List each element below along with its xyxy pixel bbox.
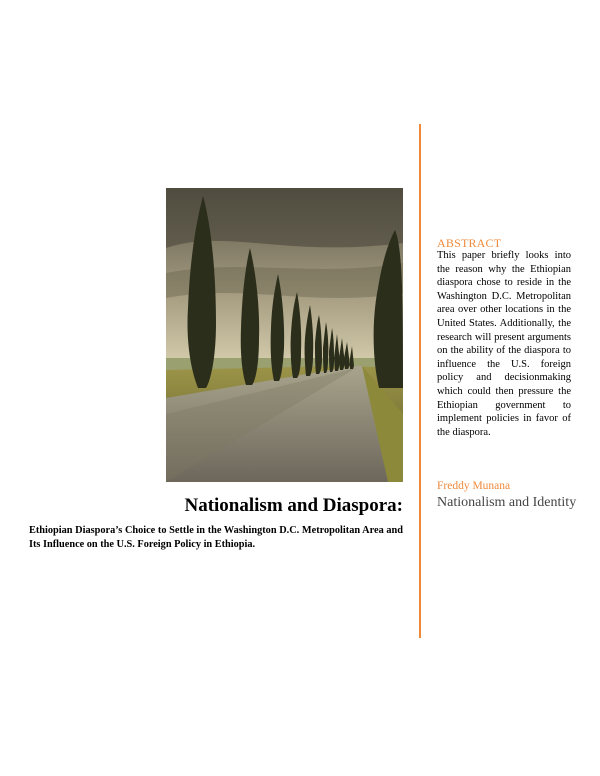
abstract-heading: ABSTRACT xyxy=(437,236,502,250)
cover-photo xyxy=(166,188,403,482)
document-title: Nationalism and Diaspora: xyxy=(184,495,403,516)
cypress-road-illustration xyxy=(166,188,403,482)
vertical-divider xyxy=(419,124,421,638)
course-title: Nationalism and Identity xyxy=(437,495,577,510)
document-subtitle: Ethiopian Diaspora’s Choice to Settle in the Washington D.C. Metropolitan Area and Its Influence on the U.S. Foreign Policy in Ethiopia. xyxy=(29,525,403,550)
author-name: Freddy Munana xyxy=(437,480,511,492)
abstract-text: This paper briefly looks into the reason why the Ethiopian diaspora chose to reside in the Washington D.C. Metropolitan area over other locations in the United States. Additionally, the research will present arguments on the ability of the diaspora to influence the U.S. foreign policy and decisionmaking which could then pressure the Ethiopian government to implement policies in favor of the diaspora. xyxy=(437,250,571,438)
